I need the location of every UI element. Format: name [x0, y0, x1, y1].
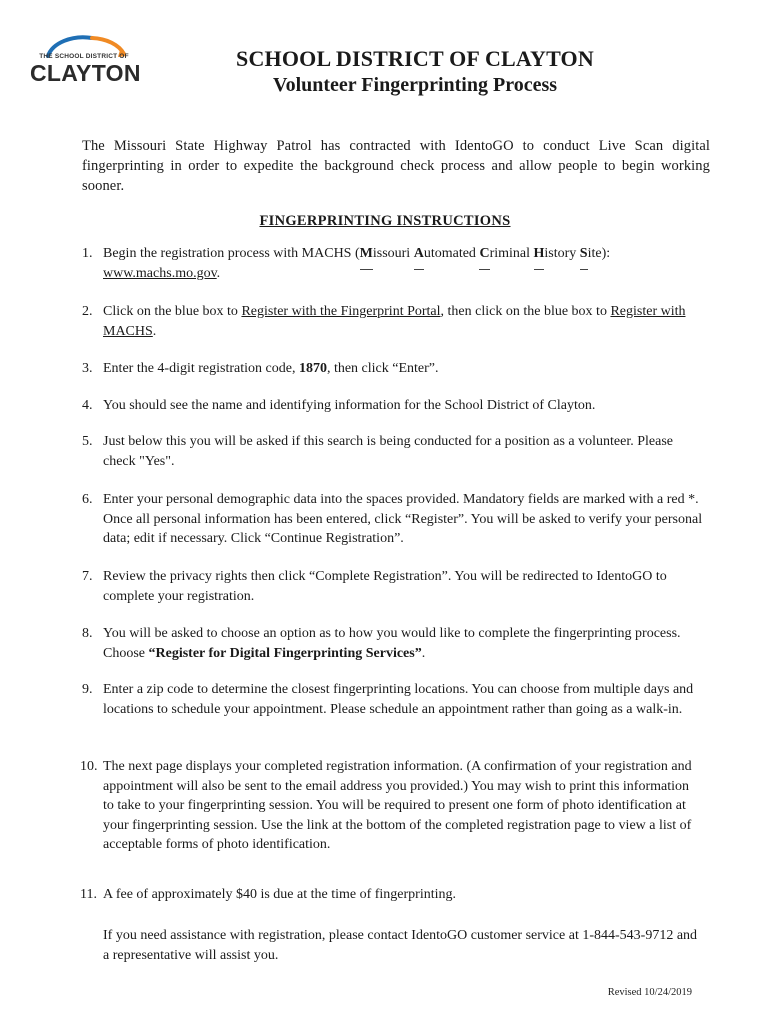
help-paragraph: If you need assistance with registration, please contact IdentoGO customer service at 1-844-543-9712 and a representative will assist you. — [103, 928, 698, 963]
revised-date: Revised 10/24/2019 — [607, 987, 692, 998]
step-number: 3. — [82, 361, 93, 376]
step-number: 1. — [82, 246, 93, 261]
digital-services-option: “Register for Digital Fingerprinting Services” — [148, 645, 422, 661]
step-text: You should see the name and identifying information for the School District of Clayton. — [103, 398, 596, 413]
acronym-rest: istory — [544, 246, 580, 261]
page-subtitle: Volunteer Fingerprinting Process — [272, 74, 558, 96]
step-text: The next page displays your completed registration information. (A confirmation of your registration and appointment will also be sent to the email address you provided.) You may wish to print this information to take to your fingerprinting session. You will be required to present one form of photo identification at your fingerprinting session. Use the link at the bottom of the completed registration page to view a list of acceptable forms of photo identification. — [103, 759, 692, 852]
district-logo — [30, 32, 141, 94]
acronym-rest: riminal — [489, 246, 534, 261]
acronym-rest: issouri — [372, 246, 414, 261]
acronym-rest: utomated — [423, 246, 480, 261]
step-number: 4. — [82, 398, 93, 413]
step-text: . — [216, 265, 221, 281]
step-text: Enter a zip code to determine the closest fingerprinting locations. You can choose from multiple days and locations to schedule your appointment. Please schedule an appointment rather than going as a walk-in. — [103, 682, 694, 717]
step-text: Enter the 4-digit registration code, — [103, 361, 299, 376]
acronym-letter: S — [580, 244, 588, 264]
step-text: Review the privacy rights then click “Complete Registration”. You will be redirected to IdentoGO to complete your registration. — [103, 569, 667, 604]
acronym-letter: M — [360, 244, 373, 264]
step-text: Begin the registration process with MACHS ( — [103, 246, 360, 261]
step-number: 5. — [82, 434, 93, 449]
intro-paragraph: The Missouri State Highway Patrol has contracted with IdentoGO to conduct Live Scan digital fingerprinting in order to expedite the background check process and allow people to begin working sooner. — [82, 138, 710, 194]
acronym-rest: ite — [587, 246, 602, 261]
acronym-letter: C — [479, 244, 489, 264]
header — [145, 46, 685, 98]
step-number: 9. — [82, 682, 93, 697]
step-text: ): — [601, 246, 611, 261]
acronym-letter: A — [414, 244, 424, 264]
step-text: Click on the blue box to — [103, 304, 242, 319]
logo-line2: CLAYTON — [30, 60, 141, 86]
step-number: 10. — [80, 759, 98, 774]
step-text: A fee of approximately $40 is due at the time of fingerprinting. — [103, 887, 457, 902]
acronym-letter: H — [534, 244, 545, 264]
register-machs-link[interactable]: Register with MACHS — [103, 304, 686, 339]
step-text: , then click on the blue box to — [440, 304, 611, 319]
step-number: 2. — [82, 304, 93, 319]
step-number: 8. — [82, 626, 93, 641]
step-text: . — [421, 645, 426, 661]
section-heading: FINGERPRINTING INSTRUCTIONS — [259, 213, 511, 229]
step-text: Just below this you will be asked if this search is being conducted for a position as a volunteer. Please check "Yes". — [103, 434, 673, 469]
step-text: You will be asked to choose an option as to how you would like to complete the fingerprinting process. Choose — [103, 626, 681, 661]
page-title: SCHOOL DISTRICT OF CLAYTON — [236, 46, 594, 71]
machs-link[interactable]: www.machs.mo.gov — [103, 265, 217, 281]
step-text: . — [152, 323, 157, 339]
step-number: 7. — [82, 569, 93, 584]
registration-code: 1870 — [298, 361, 327, 376]
step-number: 6. — [82, 492, 93, 507]
step-text: Enter your personal demographic data into the spaces provided. Mandatory fields are marked with a red *. Once all personal information has been entered, click “Register”. You will be asked to verify your personal data; edit if necessary. Click “Continue Registration”. — [103, 492, 703, 546]
register-portal-link[interactable]: Register with the Fingerprint Portal — [241, 304, 441, 319]
step-text: , then click “Enter”. — [326, 361, 439, 376]
logo-line1: THE SCHOOL DISTRICT OF — [39, 53, 129, 60]
step-number: 11. — [80, 887, 97, 902]
